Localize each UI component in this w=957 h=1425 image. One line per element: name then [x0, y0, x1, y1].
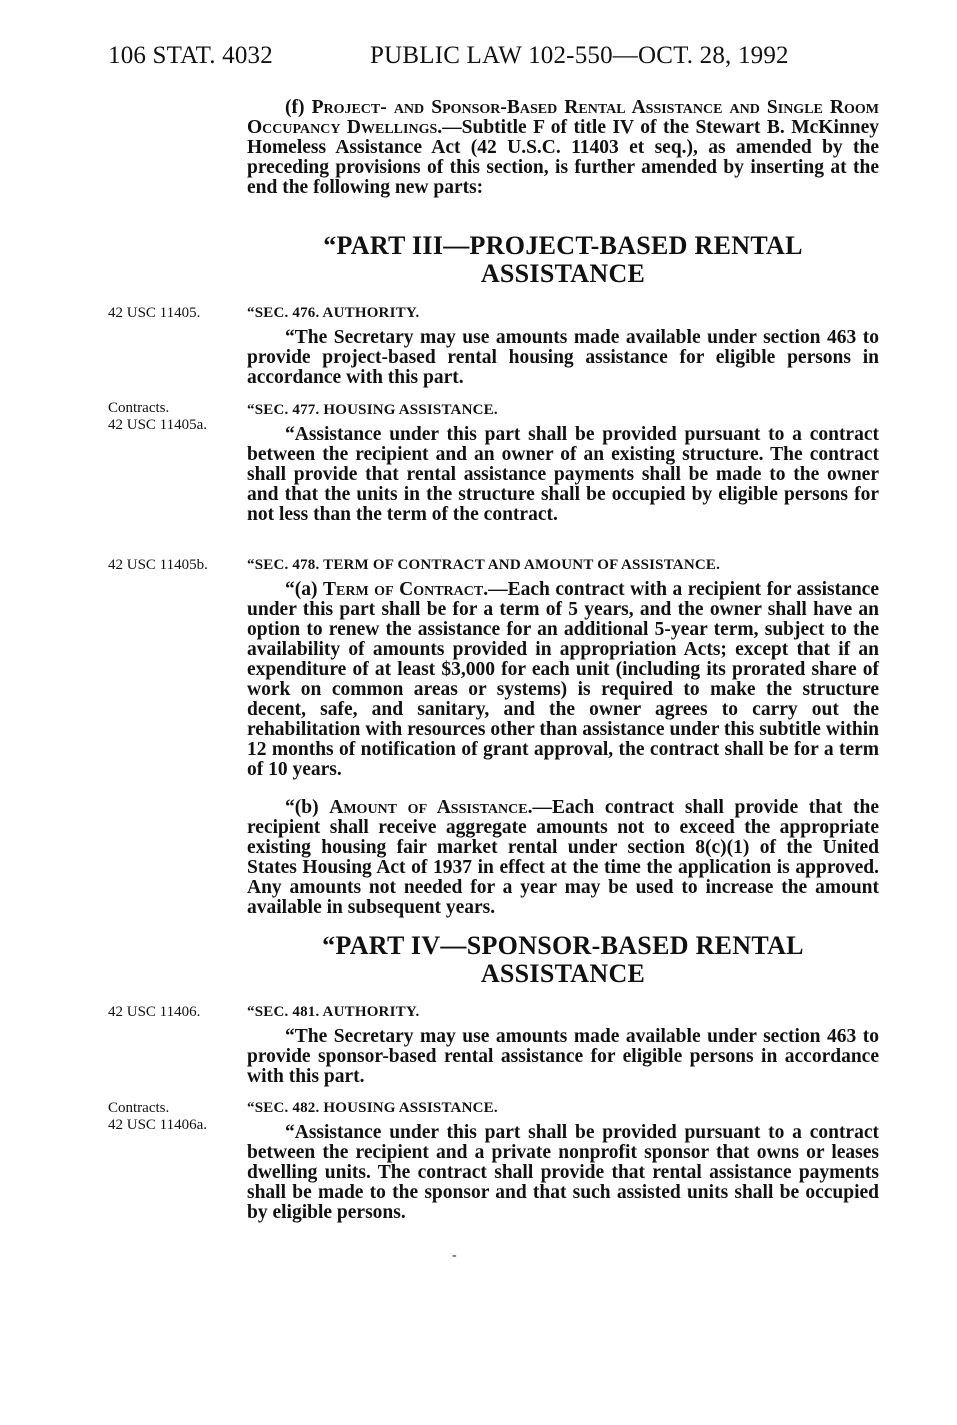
sec-478-a-title: Term of Contract. [323, 579, 489, 600]
sec-476-text: “The Secretary may use amounts made available under section 463 to provide project-based rental housing assistance for eligible persons in accordance with this part. [247, 327, 879, 388]
footer-mark: - [452, 1248, 457, 1263]
part-3-heading-line1: “PART III—PROJECT-BASED RENTAL [323, 231, 803, 260]
margin-note-sec482 [108, 1100, 243, 1134]
part-4-heading-line2: ASSISTANCE [480, 959, 646, 988]
margin-note-usc: 42 USC 11405a. [108, 417, 208, 433]
intro-text: —Subtitle F of title IV of the Stewart B. McKinney Homeless Assistance Act (42 U.S.C. 11403 et seq.), as amended by the preceding provisions of this section, is further amended by inserting at the end the following new parts: [247, 117, 879, 198]
sec-478-a-text: —Each contract with a recipient for assistance under this part shall be for a term of 5 years, and the owner shall have an option to renew the assistance for an additional 5-year term, subject to the availability of amounts provided in appropriation Acts; except that if an expenditure of at least $3,000 for each unit (including its prorated share of work on common areas or systems) is required to make the structure decent, safe, and sanitary, and the owner agrees to carry out the rehabilitation with resources other than assistance under this subtitle within 12 months of notification of grant approval, the contract shall be for a term of 10 years. [247, 579, 879, 780]
margin-note-sec481: 42 USC 11406. [108, 1004, 201, 1020]
margin-note-contracts-2: Contracts. [108, 1100, 170, 1116]
public-law-citation: PUBLIC LAW 102-550—OCT. 28, 1992 [370, 42, 789, 69]
sec-478-a-label: “(a) [285, 579, 323, 600]
part-3-heading [247, 232, 879, 288]
margin-note-sec476: 42 USC 11405. [108, 305, 201, 321]
margin-note-contracts: Contracts. [108, 400, 170, 416]
sec-482-heading: “SEC. 482. HOUSING ASSISTANCE. [247, 1100, 498, 1116]
margin-note-sec478: 42 USC 11405b. [108, 557, 208, 573]
sec-478-b [247, 798, 879, 918]
intro-title: Project- and Sponsor-Based Rental Assistance and Single Room Occupancy Dwellings. [247, 97, 880, 138]
sec-478-a [247, 580, 879, 780]
sec-476-heading: “SEC. 476. AUTHORITY. [247, 305, 420, 321]
sec-477-heading: “SEC. 477. HOUSING ASSISTANCE. [247, 402, 498, 418]
part-3-heading-line2: ASSISTANCE [480, 259, 646, 288]
part-4-heading-line1: “PART IV—SPONSOR-BASED RENTAL [322, 931, 804, 960]
intro-label: (f) [285, 97, 312, 118]
sec-478-heading: “SEC. 478. TERM OF CONTRACT AND AMOUNT OF ASSISTANCE. [247, 557, 721, 573]
sec-481-heading: “SEC. 481. AUTHORITY. [247, 1004, 420, 1020]
part-4-heading [247, 932, 879, 988]
stat-page-number: 106 STAT. 4032 [108, 42, 273, 69]
sec-481-text: “The Secretary may use amounts made available under section 463 to provide sponsor-based rental assistance for eligible persons in accordance with this part. [247, 1026, 879, 1087]
sec-478-b-label: “(b) [285, 797, 330, 818]
sec-482-text: “Assistance under this part shall be provided pursuant to a contract between the recipient and a private nonprofit sponsor that owns or leases dwelling units. The contract shall provide that rental assistance payments shall be made to the sponsor and that such assisted units shall be occupied by eligible persons. [247, 1122, 879, 1223]
intro-paragraph [247, 98, 879, 198]
margin-note-sec477 [108, 400, 243, 434]
sec-478-b-text: —Each contract shall provide that the recipient shall receive aggregate amounts not to exceed the appropriate existing housing fair market rental under section 8(c)(1) of the United States Housing Act of 1937 in effect at the time the application is approved. Any amounts not needed for a year may be used to increase the amount available in subsequent years. [247, 797, 880, 918]
sec-478-b-title: Amount of Assistance. [329, 797, 533, 818]
margin-note-usc-2: 42 USC 11406a. [108, 1117, 208, 1133]
sec-477-text: “Assistance under this part shall be provided pursuant to a contract between the recipient and an owner of an existing structure. The contract shall provide that rental assistance payments shall be made to the owner and that the units in the structure shall be occupied by eligible persons for not less than the term of the contract. [247, 424, 879, 525]
